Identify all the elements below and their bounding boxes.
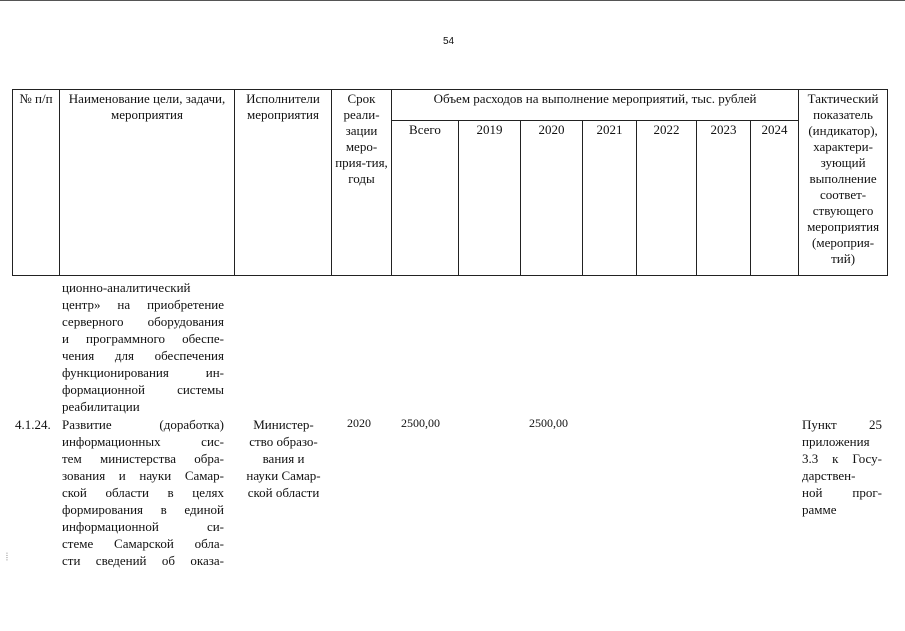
row-indicator-line: рамме — [802, 502, 837, 517]
header-year-2022: 2022 — [637, 121, 697, 276]
continued-line: и программного обеспе- — [62, 331, 224, 346]
row-name-line: информационной си- — [62, 519, 224, 534]
page-number: 54 — [443, 36, 455, 47]
continued-line: серверного оборудования — [62, 314, 224, 329]
row-name-line: зования и науки Самар- — [62, 468, 224, 483]
row-indicator-line: дарствен- — [802, 468, 856, 483]
row-indicator-line: приложения — [802, 434, 870, 449]
header-year-2019: 2019 — [459, 121, 521, 276]
row-name-line: ской области в целях — [62, 485, 224, 500]
row-executor-line: ство образо- — [249, 434, 318, 449]
header-executors: Исполнители мероприятия — [235, 90, 332, 276]
row-executor-line: ской области — [247, 485, 320, 500]
header-indicator: Тактический показатель (индикатор), характери-зующий выполнение соответ-ствующего мероприятия (мероприя-тий) — [799, 90, 888, 276]
row-name-line: Развитие (доработка) — [62, 417, 224, 432]
row-executor-line: вания и — [262, 451, 305, 466]
row-name-line: стеме Самарской обла- — [62, 536, 224, 551]
continued-line: чения для обеспечения — [62, 348, 224, 363]
header-num: № п/п — [13, 90, 60, 276]
header-total: Всего — [392, 121, 459, 276]
row-number: 4.1.24. — [15, 417, 51, 432]
header-name: Наименование цели, задачи, мероприятия — [60, 90, 235, 276]
row-indicator-line: 3.3 к Госу- — [802, 451, 882, 466]
page-top-border — [0, 0, 905, 1]
header-volume: Объем расходов на выполнение мероприятий, тыс. рублей — [392, 90, 799, 121]
row-term: 2020 — [347, 416, 371, 430]
row-name-line: информационных сис- — [62, 434, 224, 449]
row-indicator-line: Пункт 25 — [802, 417, 882, 432]
header-year-2021: 2021 — [583, 121, 637, 276]
scan-margin-mark: ∙∙∙∙ — [2, 552, 12, 561]
row-total: 2500,00 — [401, 416, 440, 430]
continued-line: реабилитации — [62, 399, 140, 414]
table-header — [12, 89, 888, 276]
header-year-2024: 2024 — [751, 121, 799, 276]
continued-line: ционно-аналитический — [62, 280, 191, 295]
continued-line: функционирования ин- — [62, 365, 224, 380]
row-executor-line: науки Самар- — [246, 468, 321, 483]
row-name-line: сти сведений об оказа- — [62, 553, 224, 568]
continued-line: центр» на приобретение — [62, 297, 224, 312]
row-description — [62, 416, 224, 569]
row-name-line: тем министерства обра- — [62, 451, 224, 466]
row-name-line: формирования в единой — [62, 502, 224, 517]
header-year-2020: 2020 — [521, 121, 583, 276]
header-year-2023: 2023 — [697, 121, 751, 276]
header-term: Срок реали-зации меро-прия-тия, годы — [332, 90, 392, 276]
row-executor-line: Министер- — [253, 417, 314, 432]
row-2020-value: 2500,00 — [529, 416, 568, 430]
row-indicator — [802, 416, 882, 518]
continued-line: формационной системы — [62, 382, 224, 397]
row-executors — [235, 416, 332, 501]
row-indicator-line: ной прог- — [802, 485, 882, 500]
continued-description — [62, 279, 224, 415]
